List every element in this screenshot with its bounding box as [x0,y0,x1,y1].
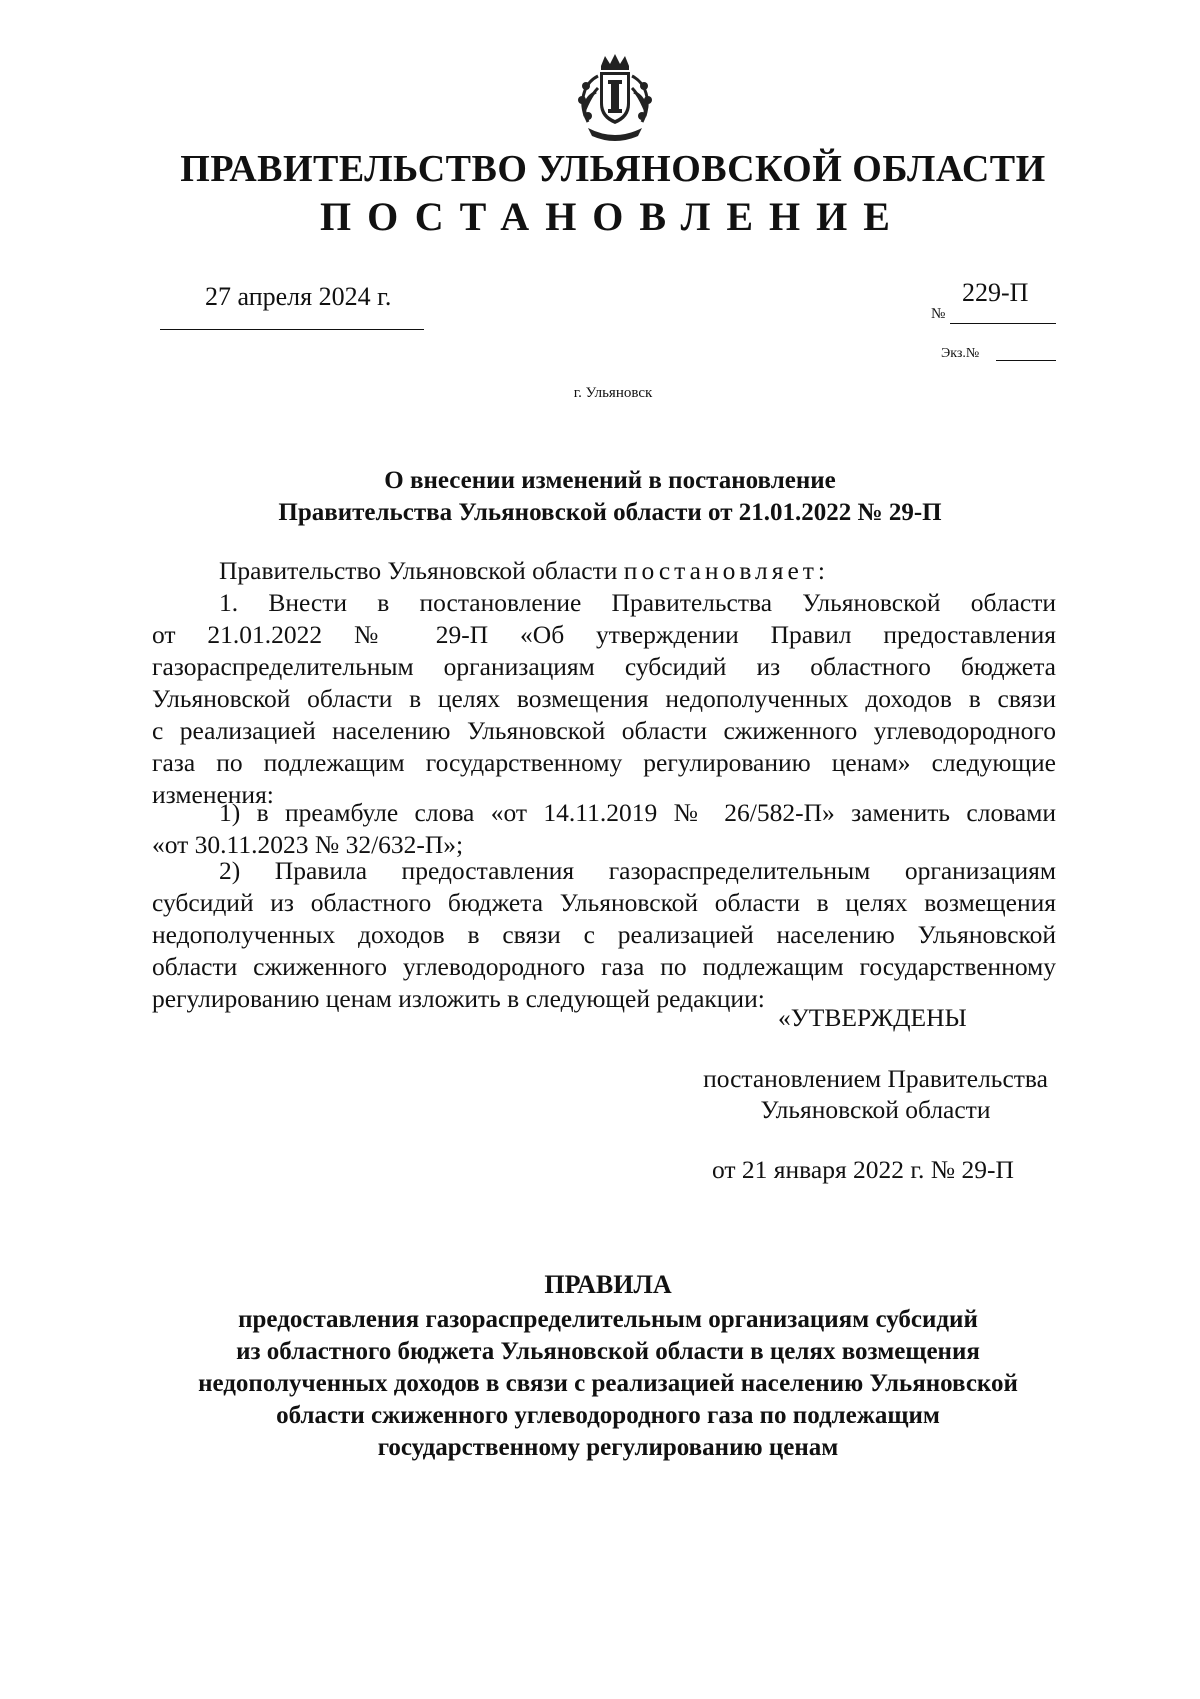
organization-title: ПРАВИТЕЛЬСТВО УЛЬЯНОВСКОЙ ОБЛАСТИ [180,148,1046,190]
paragraph-line: изменения: [152,780,274,809]
rules-subtitle-line: государственному регулированию ценам [377,1434,839,1461]
paragraph-line: газа по подлежащим государственному регулированию ценам» следующие [152,748,1056,777]
intro-paragraph [219,555,1059,587]
number-underline [950,323,1056,324]
paragraph-line: области сжиженного углеводородного газа по подлежащим государственному [152,952,1056,981]
subject-line: Правительства Ульяновской области от 21.01.2022 № 29-П [278,499,942,526]
paragraph-line: 2) Правила предоставления газораспределительным организациям [219,856,1056,885]
paragraph-line: 1) в преамбуле слова «от 14.11.2019 № 26/582-П» заменить словами [219,798,1056,827]
rules-subtitle-line: области сжиженного углеводородного газа по подлежащим [276,1402,940,1429]
paragraph-line: с реализацией населению Ульяновской области сжиженного углеводородного [152,716,1056,745]
rules-subtitle-line: предоставления газораспределительным организациям субсидий [238,1306,978,1333]
document-date: 27 апреля 2024 г. [205,282,392,311]
subject-line: О внесении изменений в постановление [384,467,836,494]
rules-subtitle-line: из областного бюджета Ульяновской области в целях возмещения [236,1338,980,1365]
paragraph-line: регулированию ценам изложить в следующей редакции: [152,984,765,1013]
paragraph-line: от 21.01.2022 № 29-П «Об утверждении Правил предоставления [152,620,1056,649]
document-subject [0,465,1200,529]
intro-prefix: Правительство Ульяновской области [219,556,618,585]
approved-by-line: Ульяновской области [760,1095,991,1124]
paragraph-line: Ульяновской области в целях возмещения недополученных доходов в связи [152,684,1056,713]
paragraph-line: 1. Внести в постановление Правительства Ульяновской области [219,588,1056,617]
rules-title: ПРАВИЛА [544,1270,672,1299]
number-sign-label: № [931,306,946,322]
document-type-title: ПОСТАНОВЛЕНИЕ [320,194,906,239]
paragraph-line: «от 30.11.2023 № 32/632-П»; [152,830,464,859]
date-underline [160,329,424,330]
approved-date-line: от 21 января 2022 г. № 29-П [712,1155,1014,1184]
item-1-paragraph [152,587,1056,811]
copy-number-underline [996,360,1056,361]
coat-of-arms-emblem [568,52,662,148]
rules-subtitle [0,1304,1200,1464]
copy-number-label: Экз.№ [941,346,980,361]
intro-verb: постановляет: [623,556,830,585]
city-label: г. Ульяновск [573,385,653,401]
paragraph-line: субсидий из областного бюджета Ульяновской области в целях возмещения [152,888,1056,917]
rules-subtitle-line: недополученных доходов в связи с реализацией населению Ульяновской [198,1370,1018,1397]
approved-by-line: постановлением Правительства [703,1064,1048,1093]
paragraph-line: газораспределительным организациям субсидий из областного бюджета [152,652,1056,681]
subitem-1-paragraph [152,797,1056,861]
approved-heading: «УТВЕРЖДЕНЫ [778,1003,967,1032]
paragraph-line: недополученных доходов в связи с реализацией населению Ульяновской [152,920,1056,949]
subitem-2-paragraph [152,855,1056,1015]
approved-by-block [693,1063,1058,1125]
document-number: 229-П [962,278,1029,307]
